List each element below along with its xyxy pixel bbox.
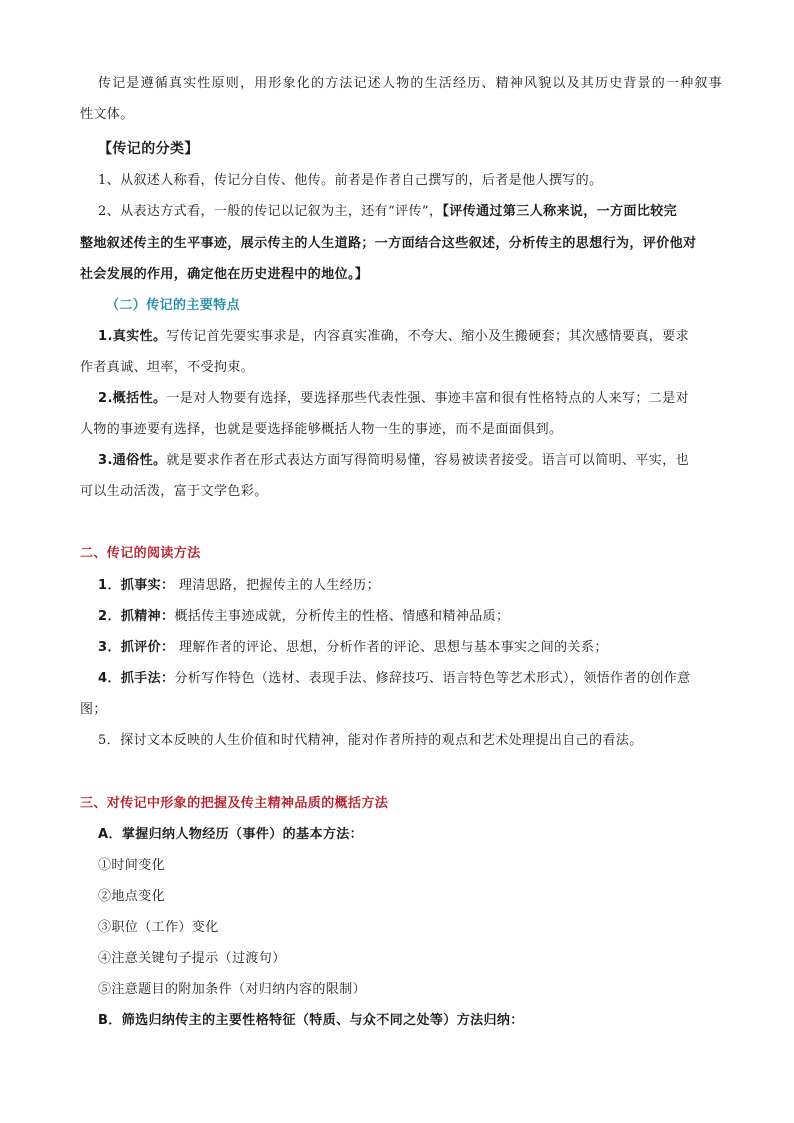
section-3-heading: 三、对传记中形象的把握及传主精神品质的概括方法 <box>80 796 389 811</box>
method-4-line-2: 图； <box>80 702 107 717</box>
section-2-heading: 二、传记的阅读方法 <box>80 546 201 561</box>
method-1-text: 理清思路，把握传主的人生经历； <box>174 578 380 593</box>
intro-line-2: 性文体。 <box>80 107 134 122</box>
classification-item-2-line-3: 社会发展的作用，确定他在历史进程中的地位。】 <box>80 267 369 282</box>
feature-2-line-1 <box>98 390 689 408</box>
feature-2-text: 一是对人物要有选择，要选择那些代表性强、事迹丰富和很有性格特点的人来写；二是对 <box>166 391 689 406</box>
classification-heading: 【传记的分类】 <box>98 141 199 157</box>
method-1 <box>98 577 380 595</box>
intro-text-1: 传记是遵循真实性原则，用形象化的方法记述人物的生活经历、精神风貌以及其历史背景的一种叙事 <box>98 76 723 91</box>
method-2-text: 概括传主事迹成就，分析传主的性格、情感和精神品质； <box>174 609 510 624</box>
feature-3-line-2: 可以生动活泼，富于文学色彩。 <box>80 484 268 499</box>
a-item-2: ②地点变化 <box>98 889 166 904</box>
feature-1-term: 1.真实性。 <box>98 329 167 344</box>
method-3 <box>98 639 608 657</box>
features-heading: （二）传记的主要特点 <box>106 298 241 313</box>
method-1-term: 1．抓事实： <box>98 578 175 593</box>
feature-1-line-2: 作者真诚、坦率，不受拘束。 <box>80 360 255 375</box>
a-item-1: ①时间变化 <box>98 858 166 873</box>
a-item-4: ④注意关键句子提示（过渡句） <box>98 951 286 966</box>
classification-item-2-line-1 <box>98 203 677 221</box>
intro-line-1 <box>98 75 723 93</box>
feature-3-text: 就是要求作者在形式表达方面写得简明易懂，容易被读者接受。语言可以简明、平实，也 <box>166 453 689 468</box>
classification-item-2-line-2: 整地叙述传主的生平事迹，展示传主的人生道路；一方面结合这些叙述，分析传主的思想行为，评价他对 <box>80 236 697 251</box>
method-4-term: 4．抓手法： <box>98 671 175 686</box>
feature-1-line-1 <box>98 328 689 346</box>
feature-3-line-1 <box>98 452 689 470</box>
method-3-text: 理解作者的评论、思想，分析作者的评论、思想与基本事实之间的关系； <box>174 640 608 655</box>
feature-1-text: 写传记首先要实事求是，内容真实准确，不夸大、缩小及生搬硬套；其次感情要真，要求 <box>166 329 689 344</box>
classification-item-2-plain: 2、从表达方式看，一般的传记以记叙为主，还有“评传”， <box>98 204 443 219</box>
classification-item-1: 1、从叙述人称看，传记分自传、他传。前者是作者自己撰写的，后者是他人撰写的。 <box>98 173 603 188</box>
method-5: 5．探讨文本反映的人生价值和时代精神，能对作者所持的观点和艺术处理提出自己的看法。 <box>98 733 643 748</box>
classification-item-2-bold-start: 【评传通过第三人称来说，一方面比较完 <box>442 204 678 219</box>
a-item-5: ⑤注意题目的附加条件（对归纳内容的限制） <box>98 982 367 997</box>
feature-2-line-2: 人物的事迹要有选择，也就是要选择能够概括人物一生的事迹，而不是面面俱到。 <box>80 422 563 437</box>
method-2 <box>98 608 509 626</box>
a-item-3: ③职位（工作）变化 <box>98 920 219 935</box>
section-3-a-heading: A．掌握归纳人物经历（事件）的基本方法： <box>98 827 364 842</box>
method-2-term: 2．抓精神： <box>98 609 175 624</box>
method-4-line-1 <box>98 670 691 688</box>
method-4-text: 分析写作特色（选材、表现手法、修辞技巧、语言特色等艺术形式），领悟作者的创作意 <box>174 671 691 686</box>
section-3-b-heading: B．筛选归纳传主的主要性格特征（特质、与众不同之处等）方法归纳： <box>98 1013 524 1028</box>
feature-3-term: 3.通俗性。 <box>98 453 167 468</box>
method-3-term: 3．抓评价： <box>98 640 175 655</box>
feature-2-term: 2.概括性。 <box>98 391 167 406</box>
